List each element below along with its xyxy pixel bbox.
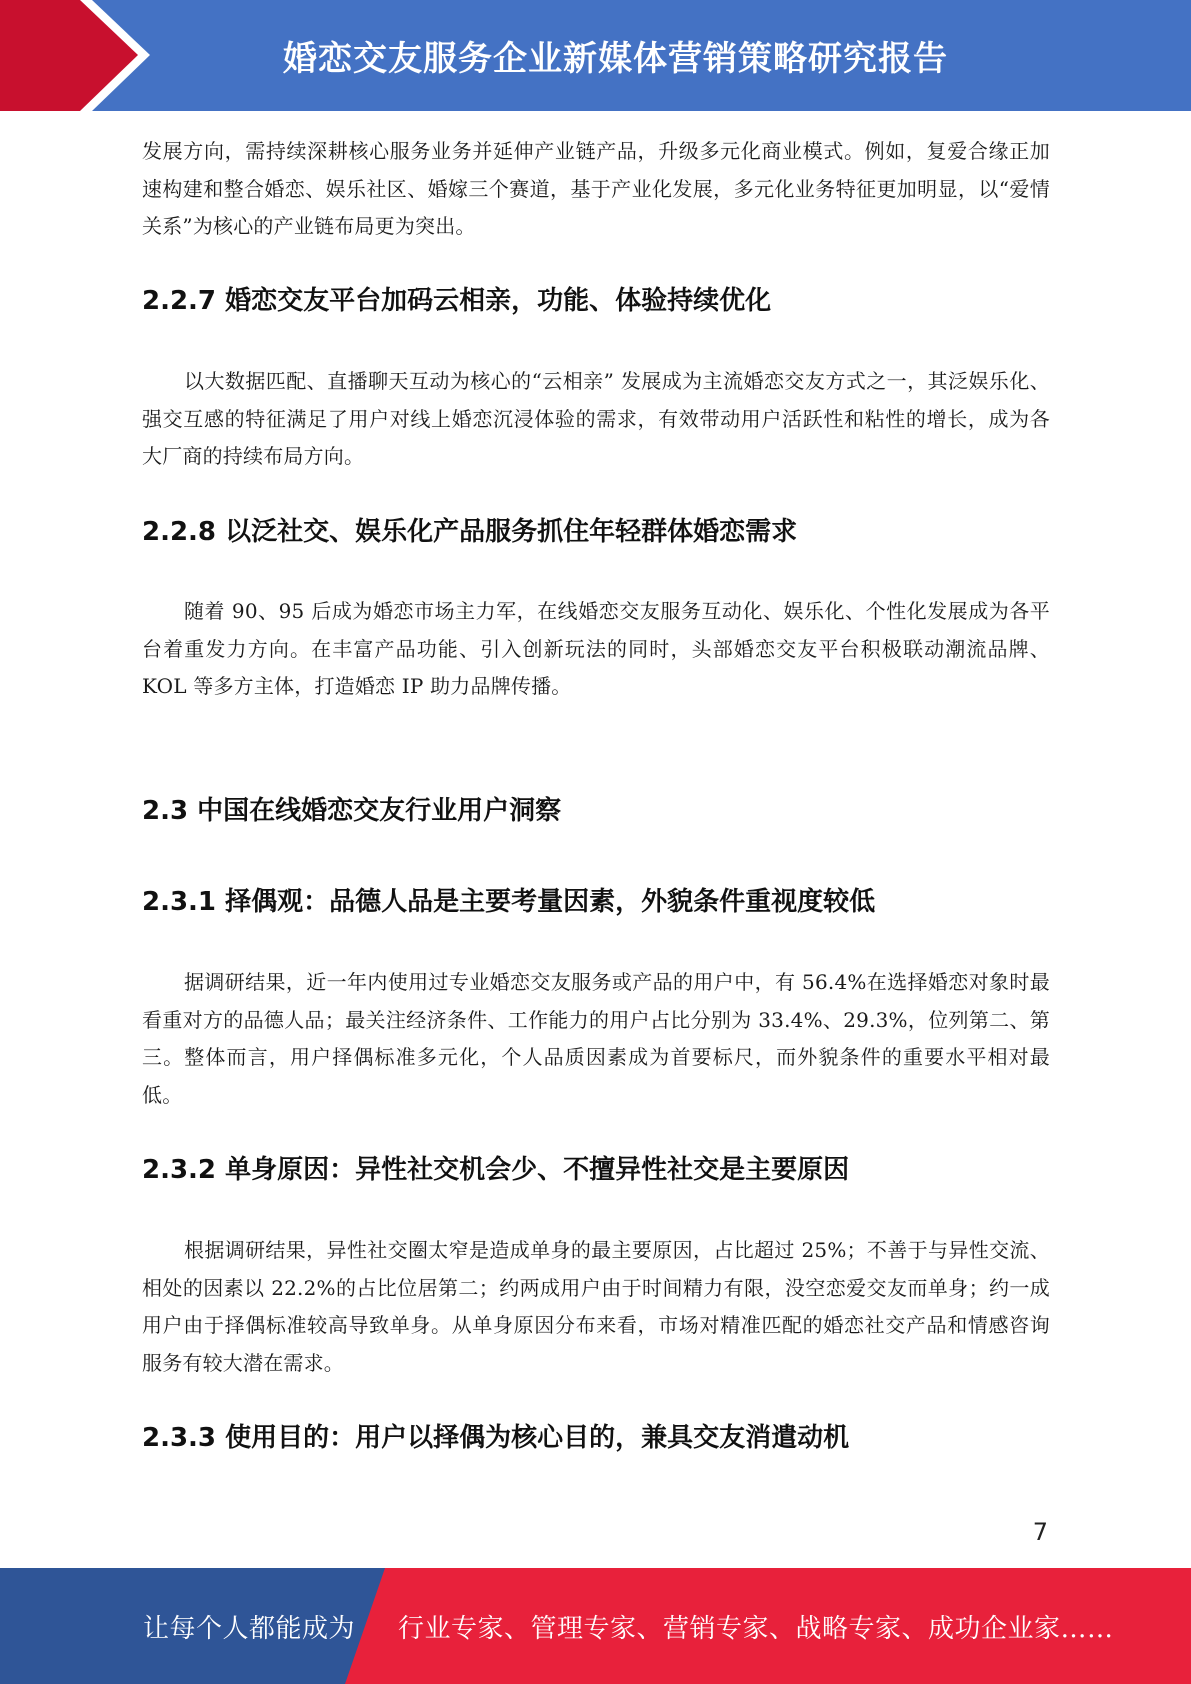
paragraph-2-2-7: 以大数据匹配、直播聊天互动为核心的“云相亲” 发展成为主流婚恋交友方式之一，其泛娱乐化、强交互感的特征满足了用户对线上婚恋沉浸体验的需求，有效带动用户活跃性和粘性的增长，成为各大厂商的持续布局方向。 [142,369,1050,468]
report-title: 婚恋交友服务企业新媒体营销策略研究报告 [283,39,948,79]
paragraph-2-3-2: 根据调研结果，异性社交圈太窄是造成单身的最主要原因，占比超过 25%；不善于与异性交流、相处的因素以 22.2%的占比位居第二；约两成用户由于时间精力有限，没空恋爱交友而单身；约一成用户由于择偶标准较高导致单身。从单身原因分布来看，市场对精准匹配的婚恋社交产品和情感咨询服务有较大潜在需求。 [142,1238,1050,1375]
heading-2-3-1: 2.3.1 择偶观：品德人品是主要考量因素，外貌条件重视度较低 [142,887,876,917]
page-footer [0,1568,1191,1684]
heading-2-3-2: 2.3.2 单身原因：异性社交机会少、不擅异性社交是主要原因 [142,1155,850,1185]
page-number: 7 [1032,1518,1048,1546]
footer-slogan-left: 让每个人都能成为 [143,1613,356,1644]
paragraph-2-3-1: 据调研结果，近一年内使用过专业婚恋交友服务或产品的用户中，有 56.4%在选择婚恋对象时最看重对方的品德人品；最关注经济条件、工作能力的用户占比分别为 33.4%、29.3%，位列第二、第三。整体而言，用户择偶标准多元化，个人品质因素成为首要标尺，而外貌条件的重要水平相对最低。 [142,970,1050,1107]
heading-2-2-8: 2.2.8 以泛社交、娱乐化产品服务抓住年轻群体婚恋需求 [142,517,798,547]
footer-slogan-right: 行业专家、管理专家、营销专家、战略专家、成功企业家…… [398,1613,1114,1644]
heading-2-3-3: 2.3.3 使用目的：用户以择偶为核心目的，兼具交友消遣动机 [142,1423,850,1453]
paragraph-intro: 发展方向，需持续深耕核心服务业务并延伸产业链产品，升级多元化商业模式。例如，复爱合缘正加速构建和整合婚恋、娱乐社区、婚嫁三个赛道，基于产业化发展，多元化业务特征更加明显，以“爱情关系”为核心的产业链布局更为突出。 [142,139,1050,238]
heading-2-2-7: 2.2.7 婚恋交友平台加码云相亲，功能、体验持续优化 [142,286,772,316]
paragraph-2-2-8: 随着 90、95 后成为婚恋市场主力军，在线婚恋交友服务互动化、娱乐化、个性化发展成为各平台着重发力方向。在丰富产品功能、引入创新玩法的同时，头部婚恋交友平台积极联动潮流品牌、KOL 等多方主体，打造婚恋 IP 助力品牌传播。 [142,599,1050,698]
heading-2-3: 2.3 中国在线婚恋交友行业用户洞察 [142,796,562,826]
page-header [0,0,1191,111]
